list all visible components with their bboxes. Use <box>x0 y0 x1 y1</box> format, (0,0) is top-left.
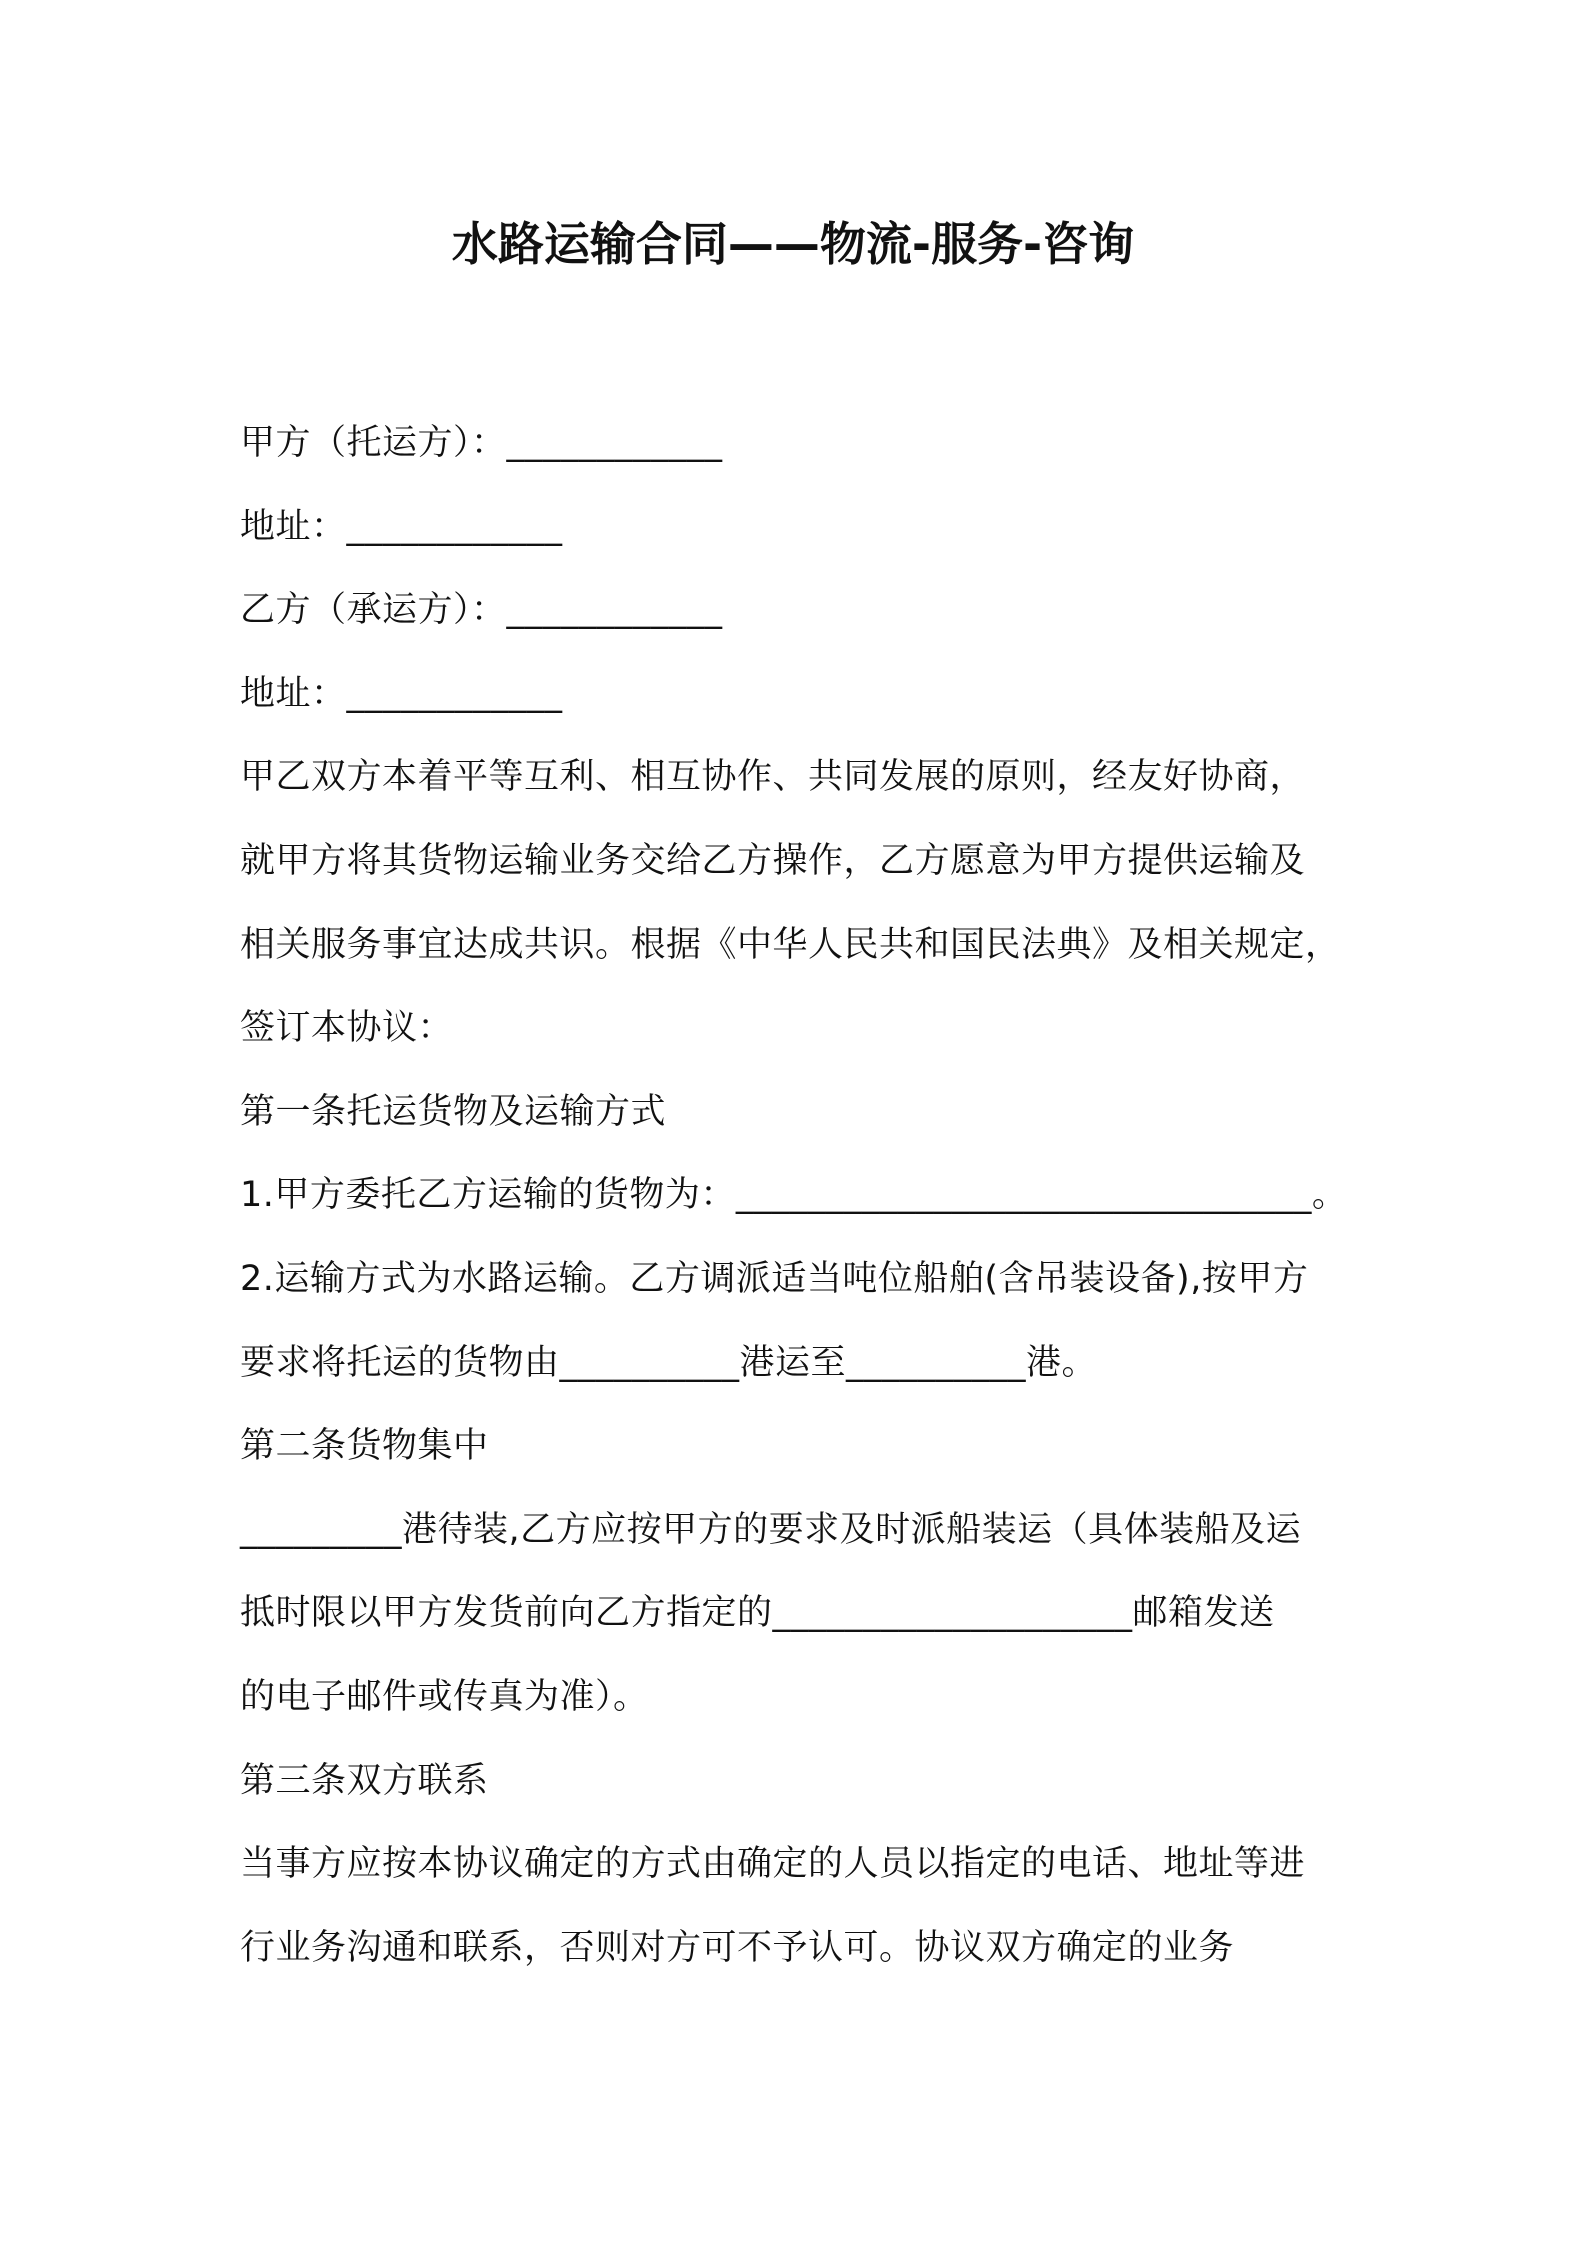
article-3-text: 当事方应按本协议确定的方式由确定的人员以指定的电话、地址等进 <box>240 1844 1306 1885</box>
document-body <box>240 402 1370 1990</box>
preamble-line: 甲乙双方本着平等互利、相互协作、共同发展的原则，经友好协商， <box>240 757 1306 798</box>
article-1-clause: 1.甲方委托乙方运输的货物为：________________________________。 <box>240 1175 1348 1216</box>
article-2-text: 抵时限以甲方发货前向乙方指定的____________________邮箱发送 <box>240 1593 1275 1634</box>
preamble-line: 签订本协议： <box>240 1008 454 1049</box>
party-b-line: 乙方（承运方）：____________ <box>240 590 723 631</box>
preamble-line: 就甲方将其货物运输业务交给乙方操作，乙方愿意为甲方提供运输及 <box>240 840 1306 881</box>
party-a-line: 甲方（托运方）：____________ <box>240 423 723 463</box>
article-3-text: 行业务沟通和联系，否则对方可不予认可。协议双方确定的业务 <box>240 1927 1235 1968</box>
preamble-line: 相关服务事宜达成共识。根据《中华人民共和国民法典》及相关规定， <box>240 924 1341 965</box>
party-b-address-line: 地址：____________ <box>240 673 563 714</box>
article-3-heading: 第三条双方联系 <box>240 1760 489 1801</box>
article-2-heading: 第二条货物集中 <box>240 1426 489 1467</box>
article-2-text: _________港待装,乙方应按甲方的要求及时派船装运（具体装船及运 <box>240 1509 1302 1550</box>
article-2-text: 的电子邮件或传真为准）。 <box>240 1676 649 1717</box>
article-1-heading: 第一条托运货物及运输方式 <box>240 1091 667 1132</box>
article-1-clause: 2.运输方式为水路运输。乙方调派适当吨位船舶(含吊装设备),按甲方 <box>240 1258 1309 1299</box>
document-title: 水路运输合同——物流-服务-咨询 <box>451 217 1135 271</box>
article-1-clause: 要求将托运的货物由__________港运至__________港。 <box>240 1342 1098 1383</box>
party-a-address-line: 地址：____________ <box>240 506 563 547</box>
